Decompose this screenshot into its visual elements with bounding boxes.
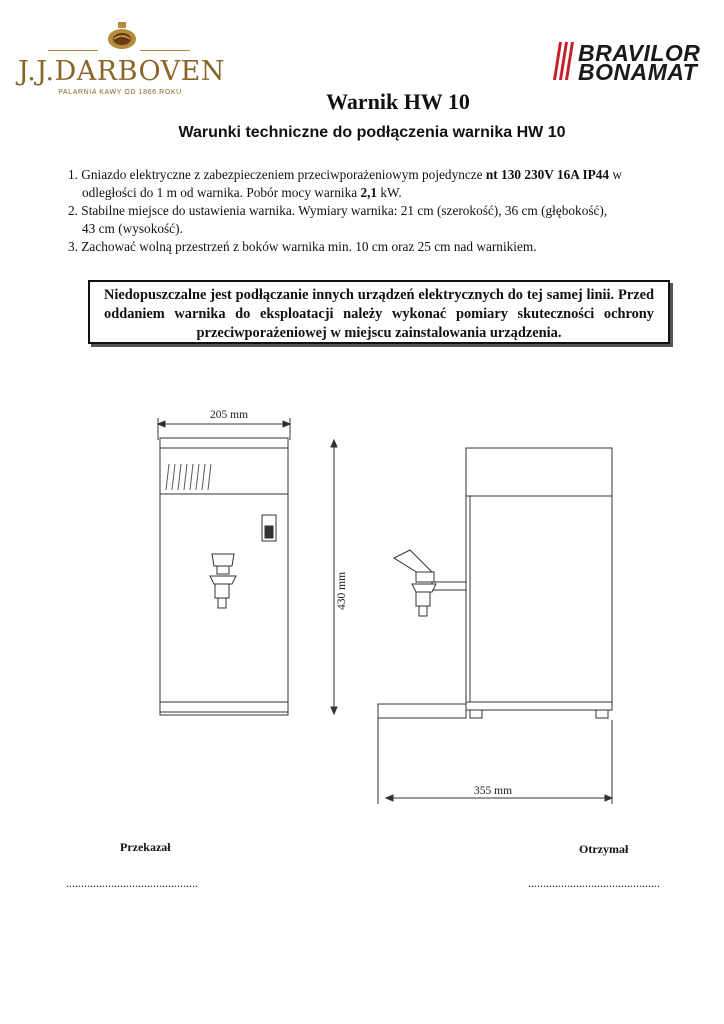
handed-over-signature-line: ............................................ bbox=[66, 876, 198, 890]
handed-over-label: Przekazał bbox=[120, 840, 171, 854]
warning-box: Niedopuszczalne jest podłączanie innych urządzeń elektrycznych do tej samej linii. Przed oddaniem warnika do eksploatacji należy wykonać pomiary skuteczności ochrony przeciwporażeniowej w miejscu zainstalowania urządzenia. bbox=[88, 280, 670, 344]
requirement-item-3: 3. Zachować wolną przestrzeń z boków warnika min. 10 cm oraz 25 cm nad warnikiem. bbox=[68, 239, 537, 254]
page-subtitle: Warunki techniczne do podłączenia warnika HW 10 bbox=[178, 124, 566, 141]
darboven-rule-left bbox=[48, 50, 98, 51]
requirement-item-2-cont: 43 cm (wysokość). bbox=[82, 221, 183, 236]
bravilor-stripes-icon bbox=[553, 42, 575, 80]
page-title: Warnik HW 10 bbox=[326, 89, 470, 114]
dimension-drawing bbox=[0, 400, 724, 820]
front-view bbox=[158, 418, 290, 715]
darboven-logo-name: J.J.DARBOVEN bbox=[18, 56, 225, 87]
side-view bbox=[331, 440, 612, 804]
requirement-item-1-cont: odległości do 1 m od warnika. Pobór mocy warnika 2,1 kW. bbox=[82, 185, 402, 200]
darboven-rule-right bbox=[140, 50, 190, 51]
received-label: Otrzymał bbox=[579, 842, 629, 856]
requirement-item-2: 2. Stabilne miejsce do ustawienia warnika. Wymiary warnika: 21 cm (szerokość), 36 cm (głębokość), bbox=[68, 203, 608, 218]
requirement-item-1: 1. Gniazdo elektryczne z zabezpieczeniem przeciwporażeniowym pojedyncze nt 130 230V 16A IP44 w bbox=[68, 167, 622, 182]
received-signature-line: ............................................ bbox=[528, 876, 660, 890]
darboven-logo-tagline: PALARNIA KAWY OD 1866 ROKU bbox=[58, 89, 182, 96]
width-dimension-label: 205 mm bbox=[210, 409, 249, 421]
bravilor-logo-line2: BONAMAT bbox=[578, 59, 698, 85]
darboven-emblem-icon bbox=[100, 22, 144, 50]
height-dimension-label: 430 mm bbox=[336, 571, 348, 610]
bravilor-logo-line1: BRAVILOR bbox=[578, 40, 701, 66]
depth-dimension-label: 355 mm bbox=[474, 785, 513, 797]
requirements-list bbox=[68, 166, 678, 256]
